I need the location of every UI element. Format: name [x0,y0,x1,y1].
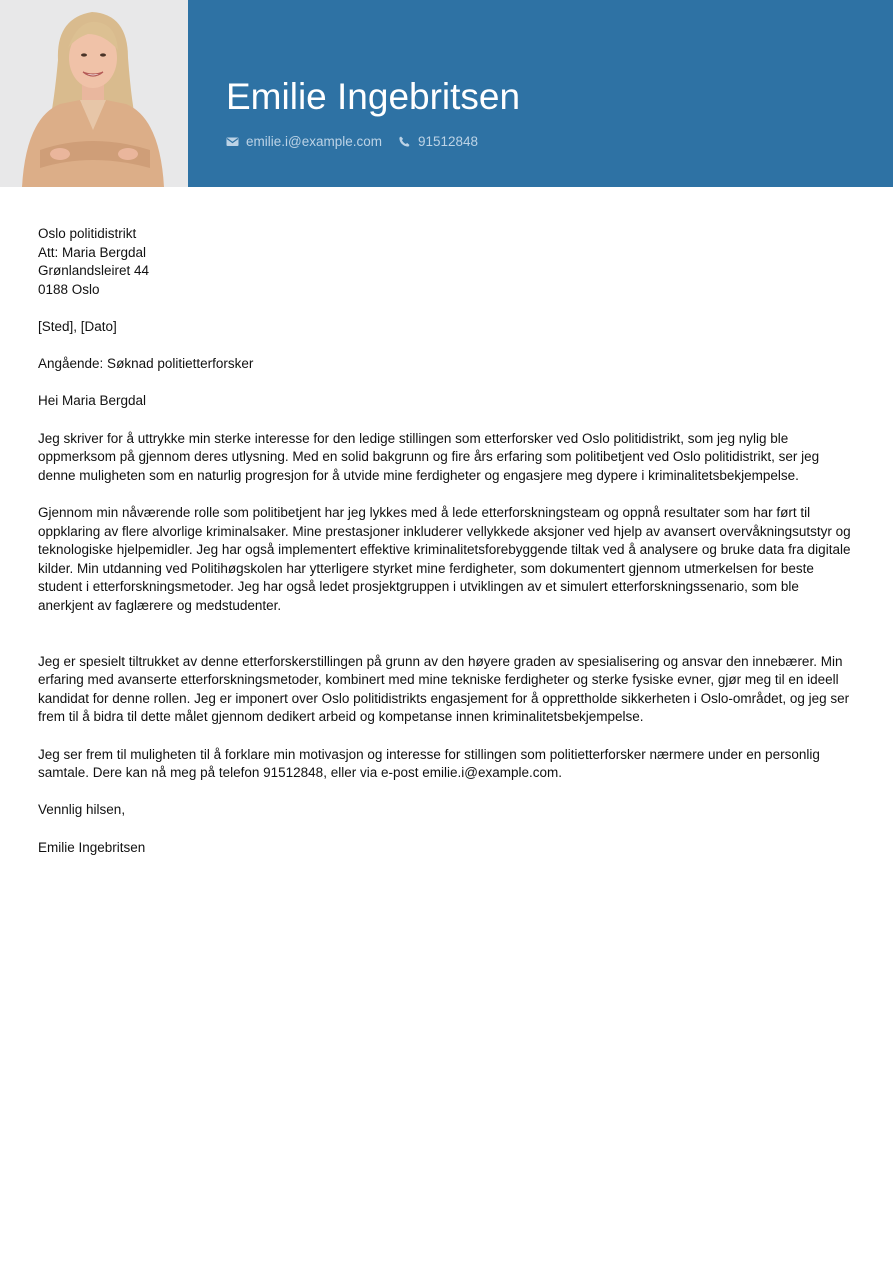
phone-text: 91512848 [418,133,479,149]
cover-letter-body [38,225,856,857]
recipient-line: Att: Maria Bergdal [38,244,147,260]
signature: Emilie Ingebritsen [38,839,146,855]
recipient-line: Oslo politidistrikt [38,226,137,241]
subject-line: Angående: Søknad politietterforsker [38,356,254,372]
body-paragraph: Jeg ser frem til muligheten til å forklare min motivasjon og interesse for stillingen som politietterforsker nærmere under en personlig samtale. Dere kan nå meg på telefon 91512848, eller via e-post emilie.i@example.com. [38,746,820,781]
place-date: [Sted], [Dato] [38,318,117,334]
phone-icon [398,135,411,148]
profile-photo [0,0,188,187]
phone-contact[interactable] [398,134,478,149]
body-paragraph: Jeg er spesielt tiltrukket av denne etterforskerstillingen på grunn av den høyere graden av spesialisering og ansvar den innebærer. Min erfaring med avanserte etterforskningsmetoder, kombinert med mine tekniske ferdigheter og sterke fysiske evner, gjør meg til en ideell kandidat for denne rollen. Jeg er imponert over Oslo politidistrikts engasjement for å opprettholde sikkerheten i Oslo-området, og jeg ser frem til å bidra til dette målet gjennom dedikert arbeid og kompetanse innen kriminalitetsbekjempelse. [38,653,850,725]
body-paragraph: Gjennom min nåværende rolle som politibetjent har jeg lykkes med å lede etterforskningsteam og oppnå resultater som har ført til oppklaring av flere alvorlige kriminalsaker. Mine prestasjoner inkluderer vellykkede aksjoner ved hjelp av avansert overvåkningsutstyr og teknologiske hjelpemidler. Jeg har også implementert effektive kriminalitetsforebyggende tiltak ved å analysere og bruke data fra digitale kilder. Min utdanning ved Politihøgskolen har ytterligere styrket mine ferdigheter, som dokumentert gjennom utmerkelsen for beste student i etterforskningsmetoder. Jeg har også ledet prosjektgruppen i utviklingen av et simulert etterforskningssenario, som ble anerkjent av faglærere og medstudenter. [38,504,851,613]
body-paragraph: Jeg skriver for å uttrykke min sterke interesse for den ledige stillingen som etterforsker ved Oslo politidistrikt, som jeg nylig ble oppmerksom på gjennom deres utlysning. Med en solid bakgrunn og fire års erfaring som politibetjent ved Oslo politidistrikt, ser jeg denne muligheten som en naturlig progresjon for å utvide mine ferdigheter og engasjere meg dypere i kriminalitetsbekjempelse. [38,430,820,483]
envelope-icon [226,135,239,148]
recipient-line: 0188 Oslo [38,281,100,297]
contact-info [226,131,478,151]
candidate-name: Emilie Ingebritsen [226,76,521,117]
greeting: Hei Maria Bergdal [38,393,147,409]
email-contact[interactable] [226,134,382,149]
recipient-line: Grønlandsleiret 44 [38,263,150,279]
closing: Vennlig hilsen, [38,802,126,818]
email-text: emilie.i@example.com [246,133,382,149]
